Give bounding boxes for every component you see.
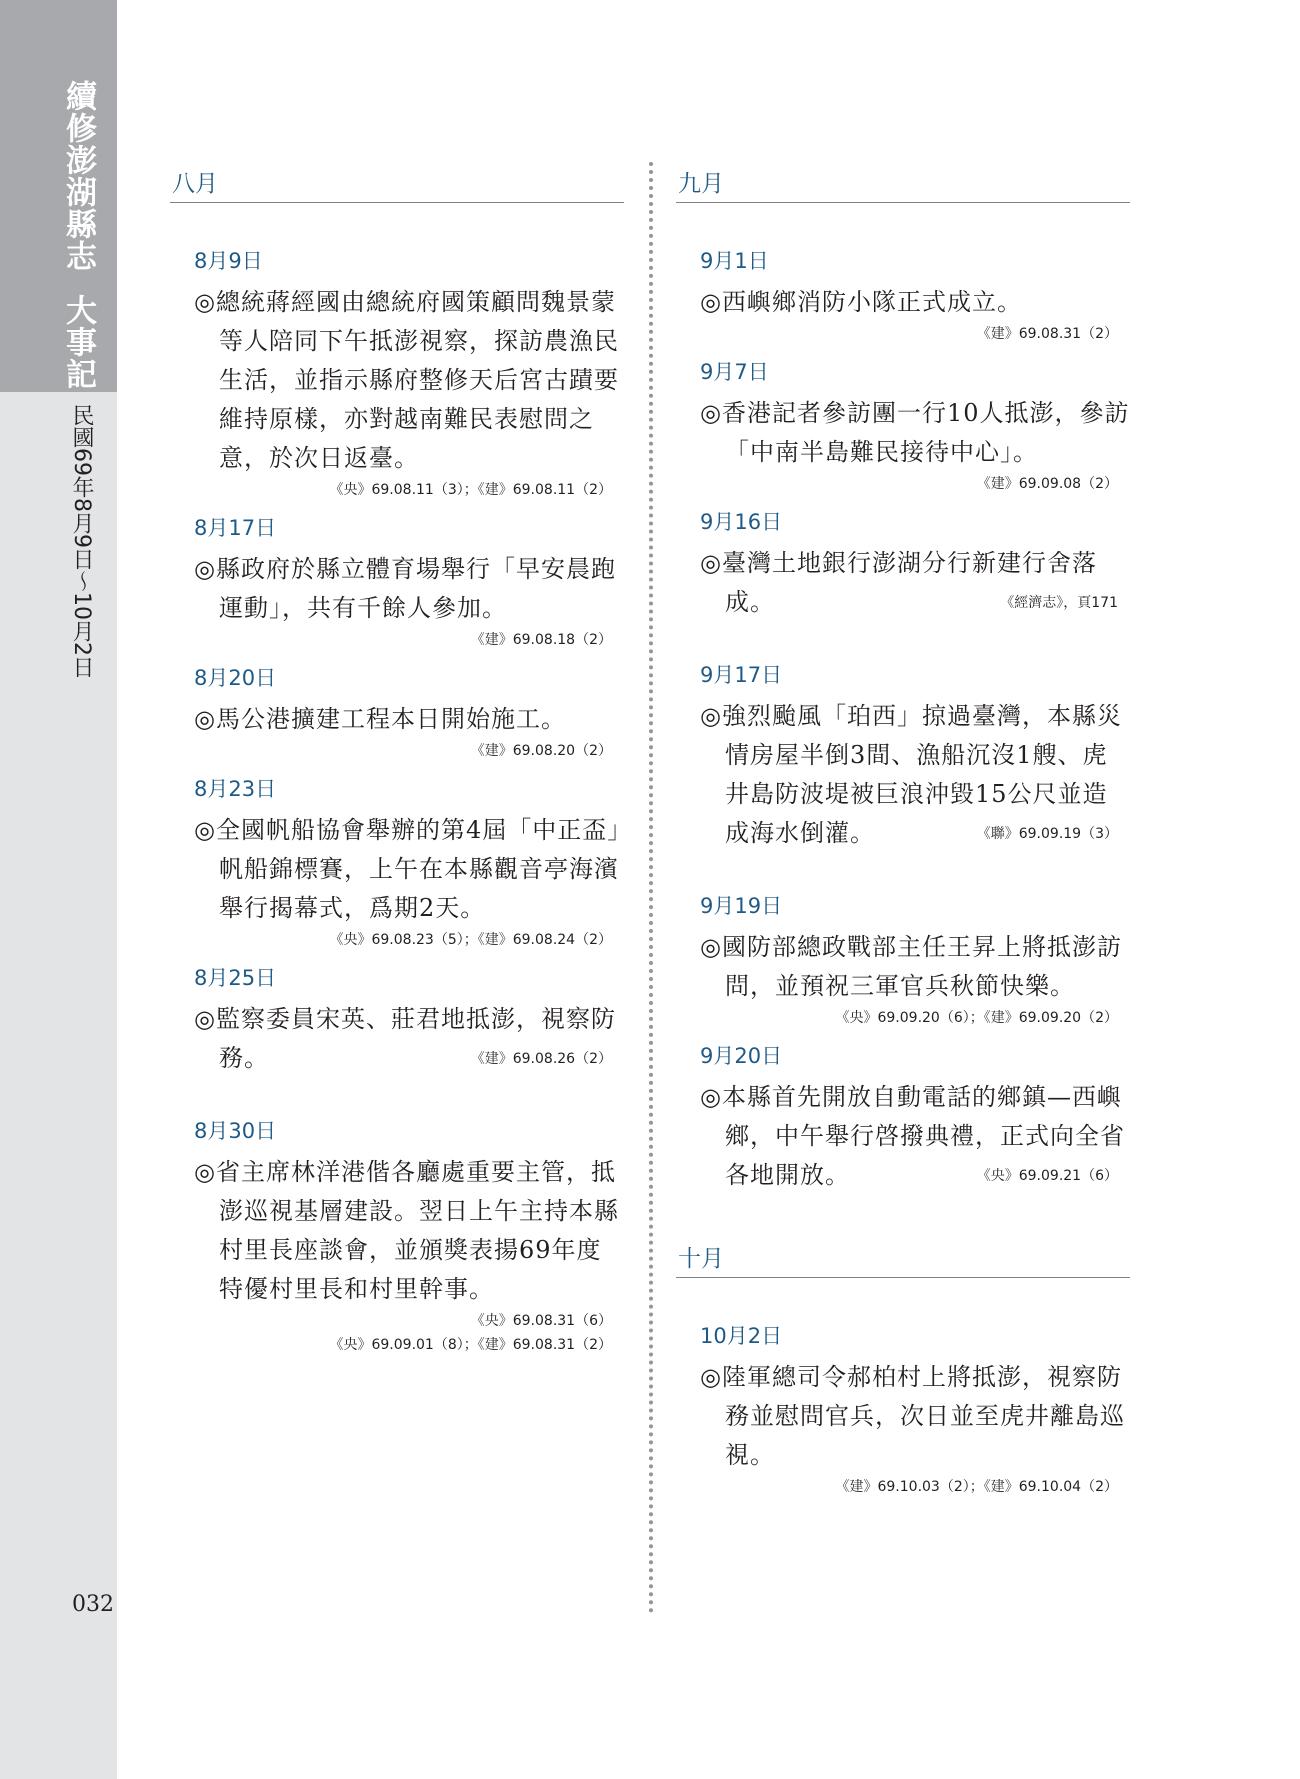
entry-text: ◎馬公港擴建工程本日開始施工。 — [194, 705, 566, 733]
entry-text: ◎本縣首先開放自動電話的鄉鎮—西嶼鄉，中午舉行啓撥典禮，正式向全省各地開放。 — [700, 1083, 1125, 1189]
entry-date: 9月16日 — [700, 510, 783, 534]
entry-source: 《央》69.09.20（6）；《建》69.09.20（2） — [835, 1010, 1118, 1026]
entry-oct-2 — [700, 1320, 1130, 1499]
entry-date: 10月2日 — [700, 1324, 783, 1348]
entry-date: 8月30日 — [194, 1119, 277, 1143]
entry-text: ◎縣政府於縣立體育場舉行「早安晨跑運動」，共有千餘人參加。 — [194, 555, 616, 622]
entry-date: 9月1日 — [700, 249, 769, 273]
entry-date: 8月23日 — [194, 777, 277, 801]
entry-sep-19 — [700, 890, 1130, 1030]
entry-source: 《建》69.08.18（2） — [470, 632, 612, 648]
entry-text: ◎強烈颱風「珀西」掠過臺灣，本縣災情房屋半倒3間、漁船沉沒1艘、虎井島防波堤被巨浪沖毀15公尺並造成海水倒灌。 — [700, 702, 1122, 847]
column-divider — [649, 162, 653, 1614]
entry-source: 《建》69.08.26（2） — [470, 1051, 612, 1067]
entry-sep-7 — [700, 356, 1130, 496]
entry-source: 《建》69.09.08（2） — [976, 476, 1118, 492]
entry-sep-20 — [700, 1040, 1130, 1188]
entry-source: 《央》69.08.23（5）；《建》69.08.24（2） — [329, 932, 612, 948]
month-heading-october: 十月 — [676, 1240, 1130, 1278]
entry-text: ◎國防部總政戰部主任王昇上將抵澎訪問，並預祝三軍官兵秋節快樂。 — [700, 933, 1122, 1000]
entry-text: ◎省主席林洋港偕各廳處重要主管，抵澎巡視基層建設。翌日上午主持本縣村里長座談會，並頒獎表揚69年度特優村里長和村里幹事。 — [194, 1158, 619, 1303]
entry-aug-17 — [194, 512, 624, 652]
entry-date: 9月17日 — [700, 663, 783, 687]
section-title-text: 大事記 — [60, 294, 96, 390]
book-title-text: 續修澎湖縣志 — [60, 80, 96, 272]
entry-aug-20 — [194, 662, 624, 763]
entry-text: ◎西嶼鄉消防小隊正式成立。 — [700, 288, 1022, 316]
entry-source: 《央》69.09.21（6） — [976, 1168, 1118, 1184]
entry-text: ◎臺灣土地銀行澎湖分行新建行舍落成。 — [700, 549, 1097, 616]
entry-sep-16 — [700, 506, 1130, 615]
month-heading-september: 九月 — [676, 165, 1130, 203]
entry-date: 8月25日 — [194, 966, 277, 990]
left-column — [170, 165, 624, 1367]
entry-source: 《經濟志》，頁171 — [1000, 595, 1118, 611]
entry-source-secondary: 《央》69.09.01（8）；《建》69.08.31（2） — [329, 1337, 612, 1353]
entry-sep-17 — [700, 659, 1130, 846]
entry-text: ◎監察委員宋英、莊君地抵澎，視察防務。 — [194, 1005, 616, 1072]
book-title — [58, 80, 98, 390]
entry-source: 《央》69.08.31（6） — [470, 1313, 612, 1329]
entry-text: ◎總統蔣經國由總統府國策顧問魏景蒙等人陪同下午抵澎視察，探訪農漁民生活，並指示縣府整修天后宮古蹟要維持原樣，亦對越南難民表慰問之意，於次日返臺。 — [194, 288, 619, 472]
entry-source: 《建》69.10.03（2）；《建》69.10.04（2） — [835, 1479, 1118, 1495]
right-column — [676, 165, 1130, 1509]
entry-source: 《央》69.08.11（3）；《建》69.08.11（2） — [329, 482, 612, 498]
entry-source: 《建》69.08.20（2） — [470, 743, 612, 759]
page-number: 032 — [72, 1592, 114, 1617]
entry-text: ◎陸軍總司令郝柏村上將抵澎，視察防務並慰問官兵，次日並至虎井離島巡視。 — [700, 1363, 1125, 1469]
entry-date: 8月9日 — [194, 249, 263, 273]
entry-source: 《建》69.08.31（2） — [976, 326, 1118, 342]
date-range-subtitle: 民國69年8月9日〜10月2日 — [69, 404, 94, 678]
entry-text: ◎香港記者參訪團一行10人抵澎，參訪「中南半島難民接待中心」。 — [700, 399, 1130, 466]
entry-aug-30 — [194, 1115, 624, 1357]
entry-aug-23 — [194, 773, 624, 952]
entry-date: 9月7日 — [700, 360, 769, 384]
entry-aug-25 — [194, 962, 624, 1071]
entry-text: ◎全國帆船協會舉辦的第4屆「中正盃」帆船錦標賽，上午在本縣觀音亭海濱舉行揭幕式，爲期2天。 — [194, 816, 621, 922]
entry-date: 9月19日 — [700, 894, 783, 918]
entry-date: 8月17日 — [194, 516, 277, 540]
entry-date: 9月20日 — [700, 1044, 783, 1068]
entry-date: 8月20日 — [194, 666, 277, 690]
entry-source: 《聯》69.09.19（3） — [976, 826, 1118, 842]
entry-sep-1 — [700, 245, 1130, 346]
month-heading-august: 八月 — [170, 165, 624, 203]
entry-aug-9 — [194, 245, 624, 502]
